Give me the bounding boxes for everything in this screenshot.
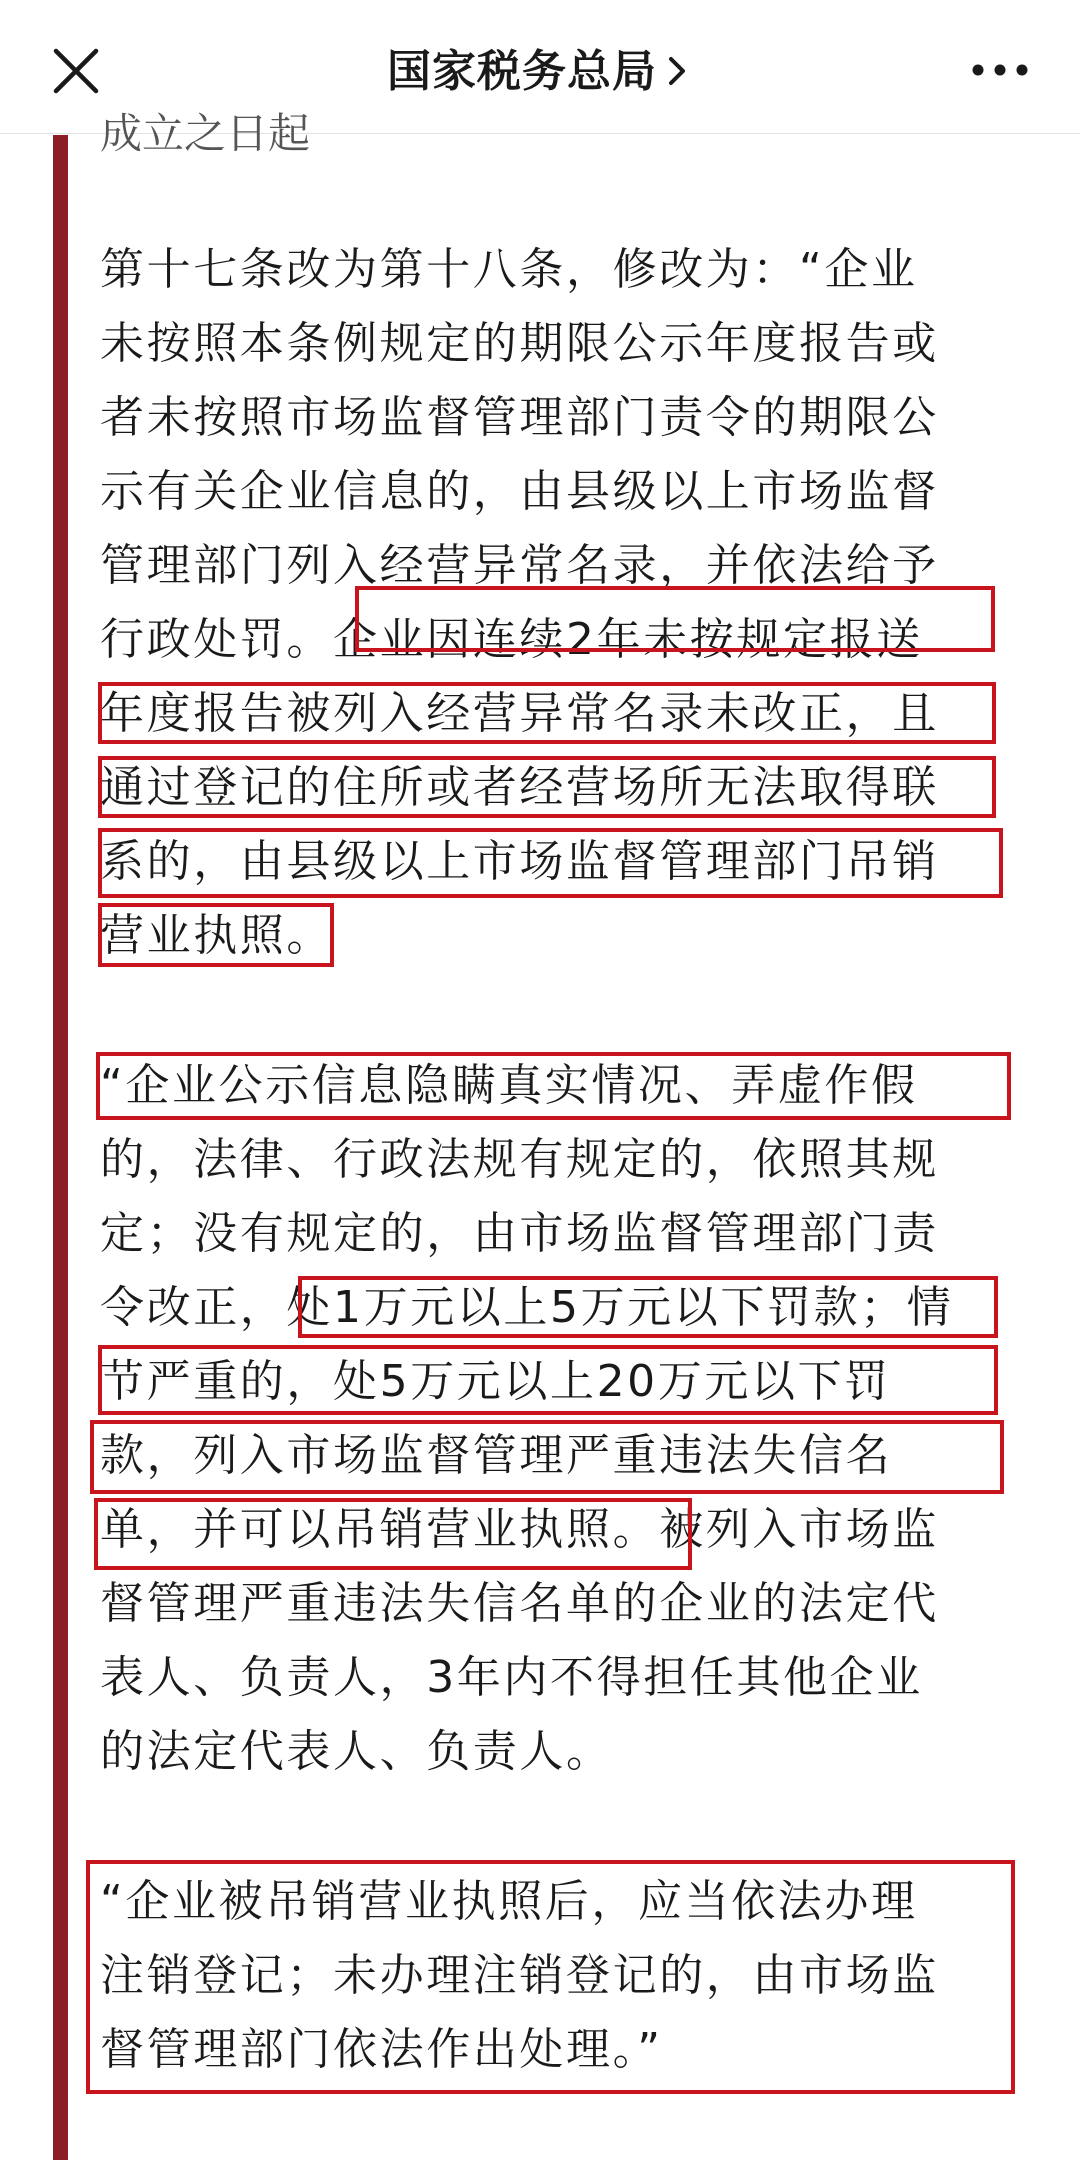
cut-off-text-line: 成立之日起 [100, 109, 311, 158]
close-icon[interactable] [50, 45, 102, 97]
article-text-line: 未按照本条例规定的期限公示年度报告或 [100, 318, 939, 369]
article-text-line: “企业公示信息隐瞒真实情况、弄虚作假 [100, 1060, 918, 1111]
article-text-line: 第十七条改为第十八条，修改为：“企业 [100, 244, 918, 295]
article-text-line: 营业执照。 [100, 910, 333, 961]
more-dots-icon[interactable] [968, 50, 1032, 90]
article-text-line: 表人、负责人，3年内不得担任其他企业 [100, 1652, 923, 1703]
article-text-line: “企业被吊销营业执照后，应当依法办理 [100, 1876, 918, 1927]
account-title-button[interactable] [387, 35, 693, 99]
article-text-line: 行政处罚。企业因连续2年未按规定报送 [100, 614, 923, 665]
article-text-line: 示有关企业信息的，由县级以上市场监督 [100, 466, 939, 517]
account-title-label: 国家税务总局 [387, 46, 657, 97]
article-text-line: 令改正，处1万元以上5万元以下罚款；情 [100, 1282, 954, 1333]
article-text-line: 年度报告被列入经营异常名录未改正，且 [100, 688, 939, 739]
article-text-line: 单，并可以吊销营业执照。被列入市场监 [100, 1504, 939, 1555]
quote-accent-bar [53, 135, 68, 2160]
article-text-line: 的法定代表人、负责人。 [100, 1726, 613, 1777]
article-text-line: 注销登记；未办理注销登记的，由市场监 [100, 1950, 939, 2001]
article-text-line: 定；没有规定的，由市场监督管理部门责 [100, 1208, 939, 1259]
article-text-line: 节严重的，处5万元以上20万元以下罚 [100, 1356, 891, 1407]
chevron-right-icon [663, 49, 693, 85]
article-text-line: 款，列入市场监督管理严重违法失信名 [100, 1430, 893, 1481]
article-text-line: 的，法律、行政法规有规定的，依照其规 [100, 1134, 939, 1185]
article-text-line: 管理部门列入经营异常名录，并依法给予 [100, 540, 939, 591]
article-text-line: 系的，由县级以上市场监督管理部门吊销 [100, 836, 939, 887]
article-body [0, 109, 1080, 2160]
article-text-line: 者未按照市场监督管理部门责令的期限公 [100, 392, 939, 443]
article-text-line: 通过登记的住所或者经营场所无法取得联 [100, 762, 939, 813]
article-text-line: 督管理严重违法失信名单的企业的法定代 [100, 1578, 939, 1629]
article-text-line: 督管理部门依法作出处理。” [100, 2024, 663, 2075]
